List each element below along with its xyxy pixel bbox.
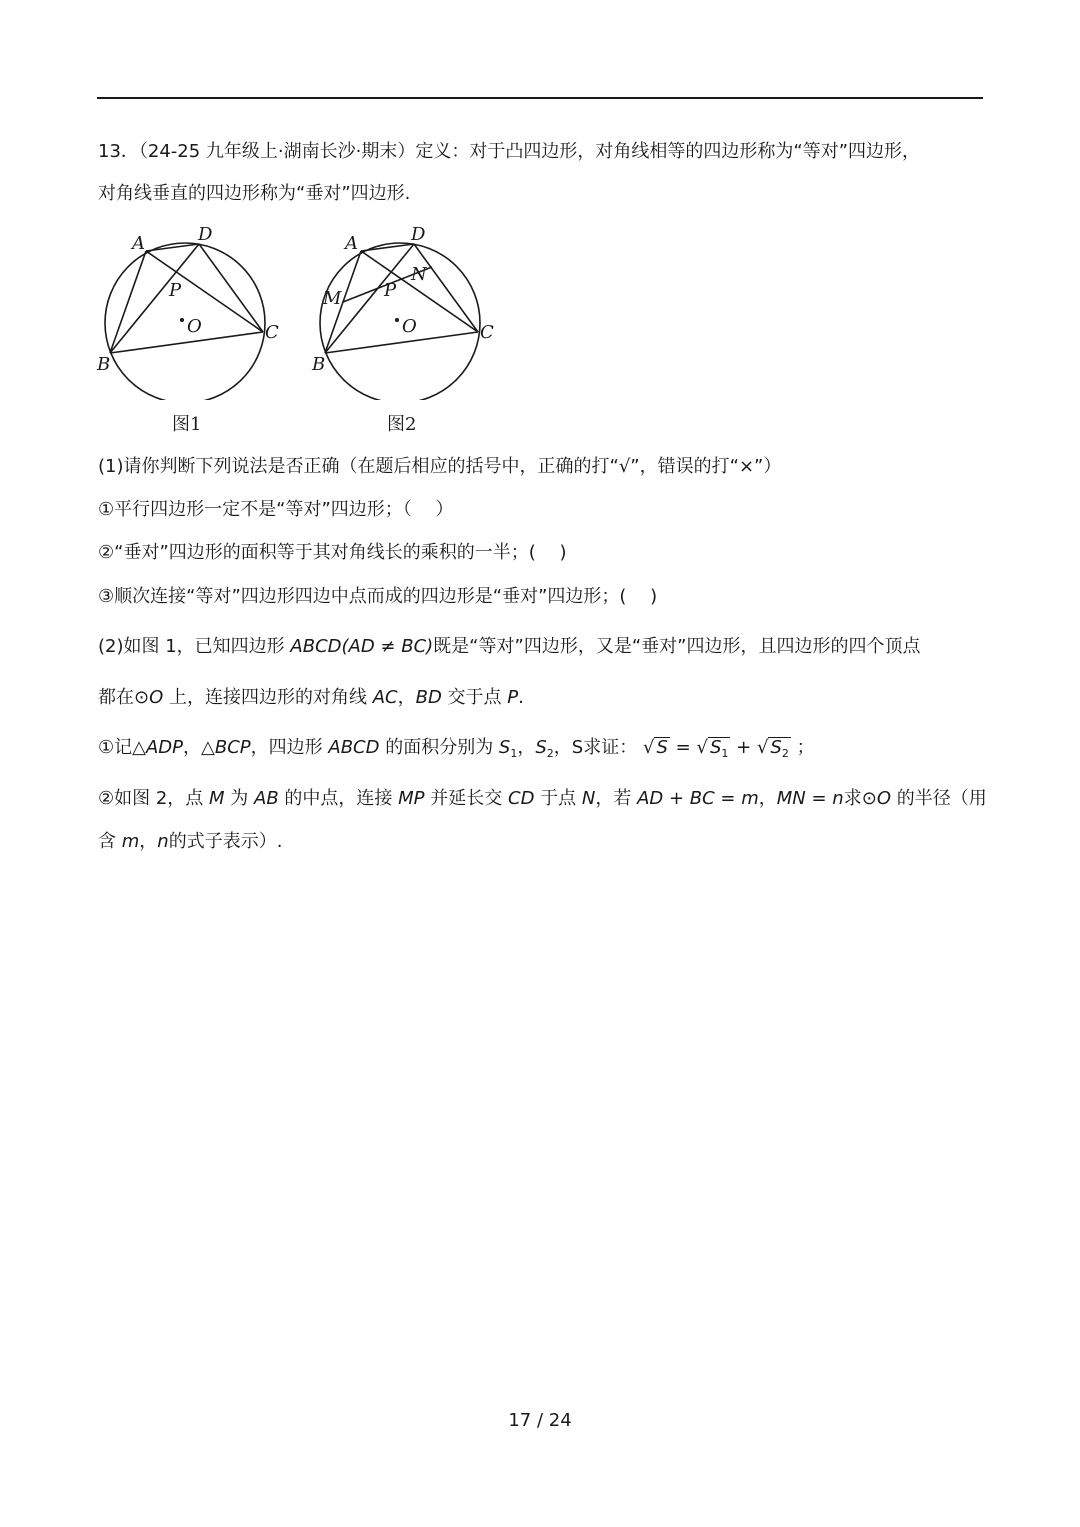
- fig2-label-b: B: [312, 354, 326, 375]
- question-source: （24-25 九年级上·湖南长沙·期末）: [138, 141, 416, 162]
- fig1-diagonal-ac: [146, 251, 263, 332]
- part2-text: 都在⊙: [98, 687, 150, 708]
- question-number: 13．: [98, 141, 139, 162]
- part2-text: ①记△: [98, 737, 146, 758]
- segment-mp: MP: [398, 788, 425, 809]
- fig2-label-p: P: [384, 280, 397, 301]
- part2-text: (2)如图 1，已知四边形: [98, 636, 291, 657]
- circle-o: O: [876, 788, 891, 809]
- fig1-label-b: B: [97, 354, 111, 375]
- part1-item-2: ②“垂对”四边形的面积等于其对角线长的乘积的一半；( ): [98, 542, 567, 563]
- triangle-bcp: BCP: [214, 737, 251, 758]
- sqrt-s1: S: [709, 737, 722, 758]
- part2-text: 既是“等对”四边形，又是“垂对”四边形，且四边形的四个顶点: [433, 636, 921, 657]
- fig2-center-dot: [395, 318, 399, 322]
- part2-text: 的式子表示）.: [168, 831, 283, 852]
- part2-text: ，: [139, 831, 158, 852]
- sqrt-s2: S: [770, 737, 782, 758]
- part2-line-1: [98, 635, 920, 659]
- part1-item-1: ①平行四边形一定不是“等对”四边形；（ ）: [98, 499, 454, 520]
- definition-text-1: 定义：对于凸四边形，对角线相等的四边形称为“等对”四边形，: [415, 141, 921, 162]
- segment-ab: AB: [254, 788, 279, 809]
- part2-line-2: [98, 686, 524, 710]
- fig2-label-o: O: [402, 316, 417, 337]
- fig2-label-c: C: [480, 322, 494, 343]
- circle-o: O: [149, 687, 164, 708]
- diagonal-ac: AC: [372, 687, 398, 708]
- part2-text: 的中点，连接: [278, 788, 399, 809]
- page-number: 17 / 24: [508, 1410, 572, 1431]
- figure-2-caption: 图2: [387, 414, 417, 435]
- part2-text: ②如图 2，点: [98, 788, 210, 809]
- part1-item-3: ③顺次连接“等对”四边形四边中点而成的四边形是“垂对”四边形；( ): [98, 586, 658, 607]
- fig2-label-n: N: [411, 264, 427, 285]
- part2-text: 求⊙: [843, 788, 877, 809]
- part2-subquestion-2-cont: [98, 830, 282, 854]
- area-s2: S: [535, 737, 547, 758]
- fig2-side-ad: [361, 244, 414, 251]
- point-m: M: [209, 788, 225, 809]
- header-rule: [97, 97, 983, 99]
- equation-mn-n: MN = n: [776, 788, 844, 809]
- part2-text: ，: [397, 687, 416, 708]
- fig1-center-dot: [180, 318, 184, 322]
- question-line-2: [98, 182, 410, 206]
- part2-text: 的面积分别为: [379, 737, 499, 758]
- part2-text: 的半径（用: [890, 788, 987, 809]
- definition-text-2: 对角线垂直的四边形称为“垂对”四边形.: [98, 183, 411, 204]
- figure-1-caption: 图1: [172, 414, 202, 435]
- part2-text: 含: [98, 831, 122, 852]
- part2-text: ，S求证：: [553, 737, 638, 758]
- subscript-1: 1: [721, 747, 729, 760]
- fig1-label-c: C: [265, 322, 279, 343]
- part2-text: 交于点: [441, 687, 508, 708]
- plus-sign: +: [736, 737, 752, 758]
- part2-text: 上，连接四边形的对角线: [163, 687, 373, 708]
- part2-text: ；: [796, 737, 815, 758]
- quad-abcd: ABCD: [290, 636, 342, 657]
- part2-text: ，四边形: [250, 737, 329, 758]
- fig2-circle: [320, 243, 480, 400]
- segment-cd: CD: [508, 788, 535, 809]
- part2-text: ，: [758, 788, 777, 809]
- equation-ad-bc-m: AD + BC = m: [637, 788, 759, 809]
- area-s1: S: [498, 737, 511, 758]
- part2-text: ，: [517, 737, 536, 758]
- subscript-2: 2: [546, 747, 554, 760]
- fig1-circle: [105, 243, 265, 400]
- fig1-label-o: O: [187, 316, 202, 337]
- var-m: m: [121, 831, 140, 852]
- equation-sqrt-s: √ S: [642, 737, 668, 758]
- var-n: n: [157, 831, 169, 852]
- condition-ad-ne-bc: (AD ≠ BC): [341, 636, 434, 657]
- fig1-side-ad: [146, 244, 199, 251]
- part1-intro: (1)请你判断下列说法是否正确（在题后相应的括号中，正确的打“√”，错误的打“×”）: [98, 456, 782, 477]
- diagonal-bd: BD: [415, 687, 442, 708]
- fig1-diagonal-bd: [110, 244, 199, 353]
- subscript-2: 2: [781, 747, 789, 760]
- figure-2: [305, 220, 505, 400]
- part2-text: .: [518, 687, 524, 708]
- fig2-label-m: M: [323, 288, 342, 309]
- fig2-label-d: D: [411, 224, 426, 245]
- equation-sqrt-s1: √ $S_1$: [696, 737, 730, 758]
- part2-text: ，△: [183, 737, 215, 758]
- triangle-adp: ADP: [145, 737, 184, 758]
- fig2-label-a: A: [345, 233, 358, 254]
- part2-text: 并延长交: [424, 788, 508, 809]
- point-p: P: [507, 687, 519, 708]
- equation-sqrt-s2: √ $S_2$: [757, 737, 791, 758]
- fig1-label-a: A: [132, 233, 145, 254]
- sqrt-s: S: [656, 737, 668, 758]
- point-n: N: [581, 788, 596, 809]
- question-line-1: [98, 140, 920, 164]
- part2-text: 为: [224, 788, 255, 809]
- part2-subquestion-2: [98, 787, 987, 811]
- fig1-label-d: D: [198, 224, 213, 245]
- fig1-label-p: P: [169, 280, 182, 301]
- quad-abcd: ABCD: [328, 737, 380, 758]
- part2-text: 于点: [534, 788, 582, 809]
- part2-subquestion-1: [98, 736, 815, 766]
- equals-sign: =: [675, 737, 691, 758]
- subscript-1: 1: [510, 747, 518, 760]
- figure-1: [90, 220, 290, 400]
- part2-text: ，若: [595, 788, 638, 809]
